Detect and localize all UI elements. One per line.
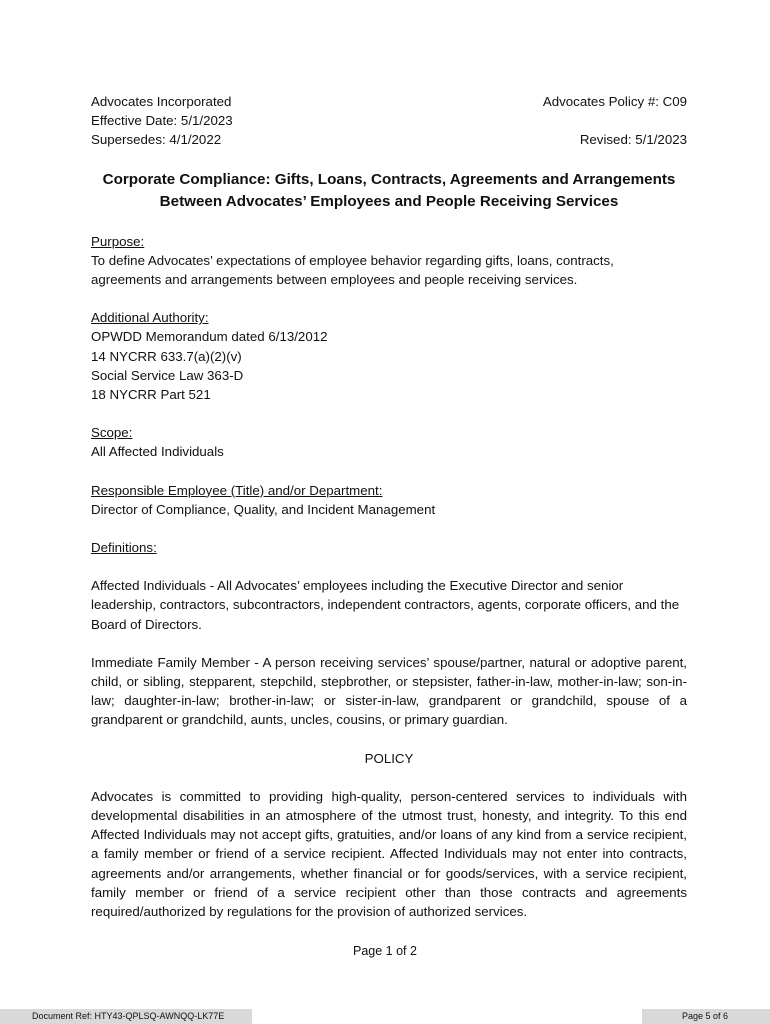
definitions-section: [91, 538, 687, 557]
footer-page: Page 5 of 6: [642, 1009, 770, 1024]
responsible-text: Director of Compliance, Quality, and Incident Management: [91, 501, 436, 517]
title-line-2: Between Advocates’ Employees and People Receiving Services: [159, 192, 619, 210]
footer-doc-ref: Document Ref: HTY43-QPLSQ-AWNQQ-LK77E: [0, 1009, 252, 1024]
authority-item: Social Service Law 363-D: [91, 367, 244, 383]
header-row-3: [91, 130, 687, 149]
authority-item: 14 NYCRR 633.7(a)(2)(v): [91, 348, 242, 364]
header-row-2: [91, 111, 687, 130]
purpose-section: [91, 232, 687, 290]
policy-heading: POLICY: [364, 750, 414, 766]
org-name: Advocates Incorporated: [91, 94, 232, 109]
header-row-1: [91, 92, 687, 111]
effective-date: Effective Date: 5/1/2023: [91, 113, 233, 129]
title-line-1: Corporate Compliance: Gifts, Loans, Contracts, Agreements and Arrangements: [102, 170, 676, 188]
definition-family: Immediate Family Member - A person receiving services’ spouse/partner, natural or adoptive parent, child, or sibling, stepparent, stepchild, stepbrother, or stepsister, father-in-law, mother-in-law; son-in-law; daughter-in-law; brother-in-law; or sister-in-law, grandparent or grandchild, spouse of a grandparent or grandchild, aunts, uncles, cousins, or primary guardian.: [91, 654, 687, 728]
document-page: [91, 92, 687, 921]
policy-text: Advocates is committed to providing high-quality, person-centered services to individuals with developmental disabilities in an atmosphere of the utmost trust, honesty, and integrity. To this end Affected Individuals may not accept gifts, gratuities, and/or loans of any kind from a service recipient, a family member or friend of a service recipient. Affected Individuals may not enter into contracts, agreements and/or arrangements, whether financial or for goods/services, with a service recipient, family member or friend of a service recipient other than those contracts and agreements required/authorized by regulations for the provision of authorized services.: [91, 788, 687, 920]
definition-affected: Affected Individuals - All Advocates’ employees including the Executive Director and senior leadership, contractors, subcontractors, independent contractors, agents, corporate officers, and the Board of Directors.: [91, 578, 680, 632]
authority-item: 18 NYCRR Part 521: [91, 387, 211, 403]
policy-number: Advocates Policy #: C09: [542, 94, 687, 109]
scope-text: All Affected Individuals: [91, 444, 224, 460]
revised-date: Revised: 5/1/2023: [579, 132, 687, 148]
definitions-heading: Definitions:: [91, 540, 157, 556]
page-title: [91, 169, 687, 213]
purpose-text: To define Advocates’ expectations of employee behavior regarding gifts, loans, contracts, agreements and arrangements between employees and people receiving services.: [91, 252, 614, 288]
responsible-section: [91, 481, 687, 519]
authority-heading: Additional Authority:: [91, 310, 209, 326]
supersedes-date: Supersedes: 4/1/2022: [91, 132, 222, 148]
responsible-heading: Responsible Employee (Title) and/or Department:: [91, 482, 383, 498]
authority-item: OPWDD Memorandum dated 6/13/2012: [91, 329, 328, 345]
scope-section: [91, 423, 687, 461]
authority-section: [91, 308, 687, 404]
scope-heading: Scope:: [91, 425, 133, 441]
purpose-heading: Purpose:: [91, 233, 145, 249]
page-number: Page 1 of 2: [353, 944, 417, 958]
